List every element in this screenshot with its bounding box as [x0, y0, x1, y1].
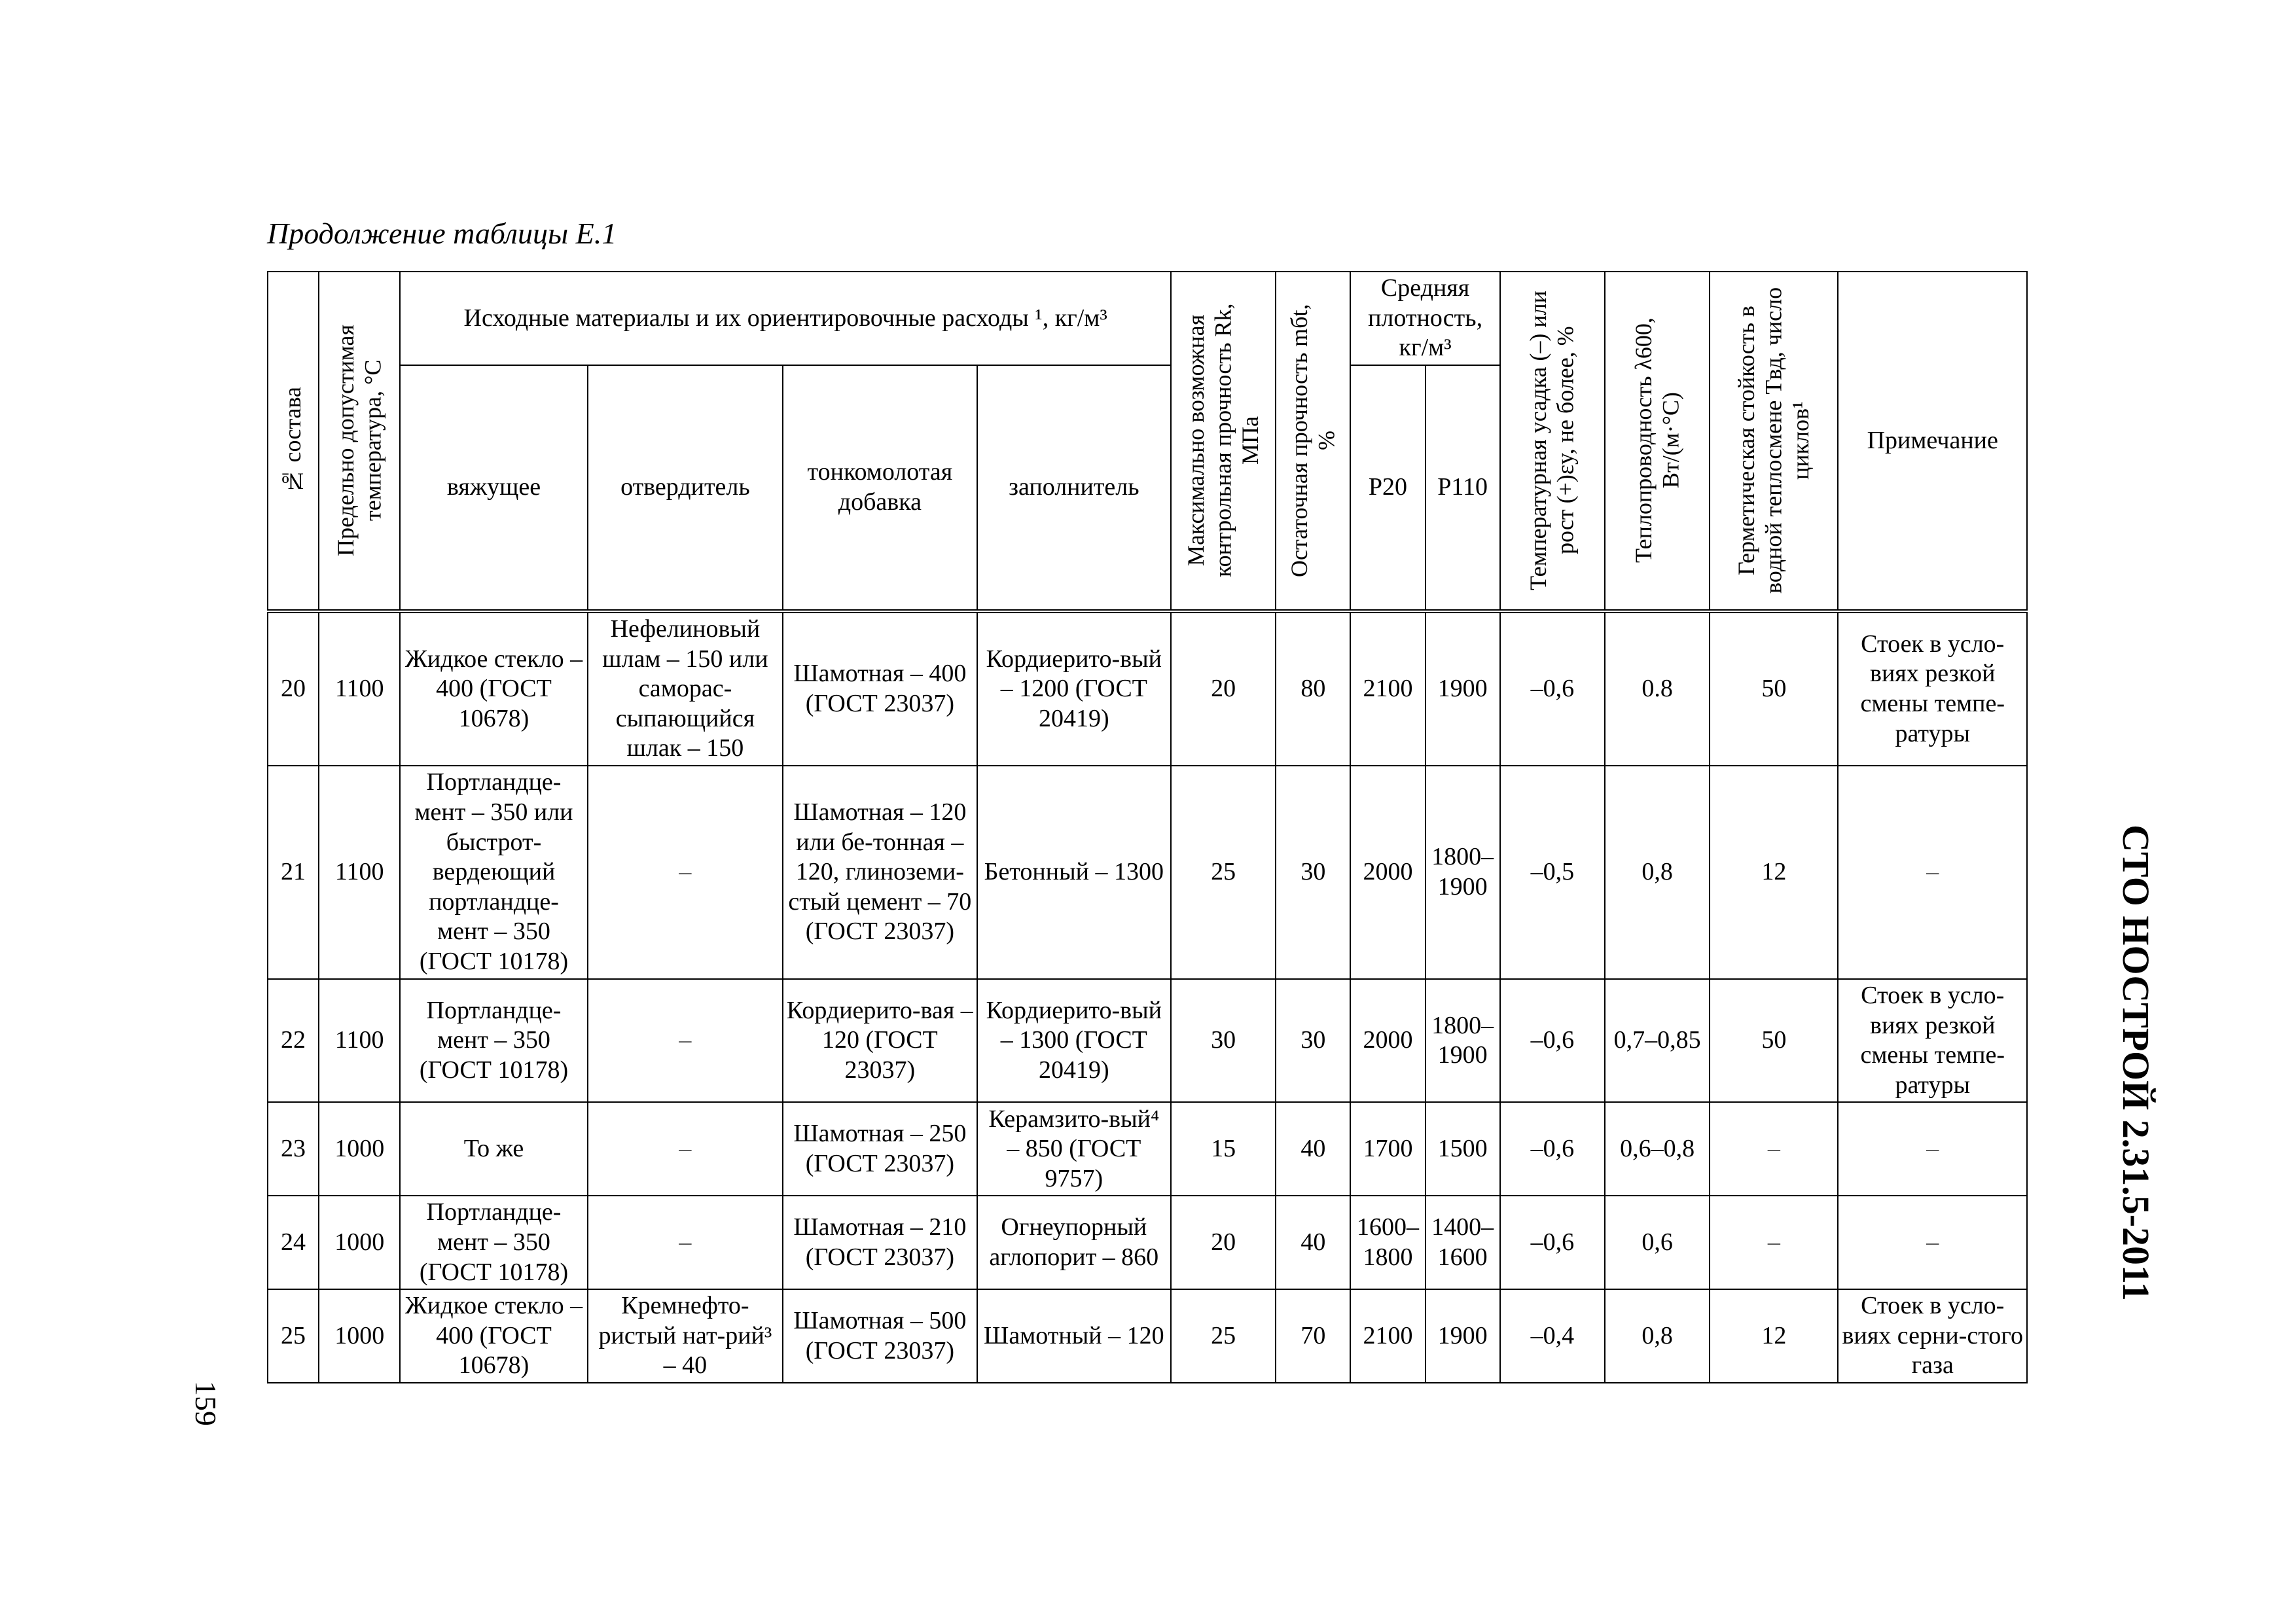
page-number: 159	[189, 1381, 223, 1426]
cell-note: –	[1838, 1102, 2027, 1196]
cell-temp: 1100	[319, 611, 400, 766]
cell-additive: Кордиерито-вая – 120 (ГОСТ 23037)	[783, 979, 977, 1102]
cell-note: –	[1838, 766, 2027, 979]
header-hermetic: Герметическая стойкость в водной теплосмене Tвд, число циклов¹	[1710, 272, 1838, 611]
cell-no: 20	[268, 611, 319, 766]
header-hardener: отвердитель	[588, 365, 783, 611]
cell-filler: Бетонный – 1300	[977, 766, 1171, 979]
cell-binder: Портландце-мент – 350 (ГОСТ 10178)	[400, 979, 587, 1102]
cell-hermetic: 12	[1710, 766, 1838, 979]
cell-residual: 30	[1276, 979, 1350, 1102]
cell-no: 24	[268, 1196, 319, 1289]
cell-temp: 1000	[319, 1196, 400, 1289]
cell-shrink: –0,6	[1500, 611, 1605, 766]
cell-additive: Шамотная – 400 (ГОСТ 23037)	[783, 611, 977, 766]
header-strength: Максимально возможная контрольная прочность Rk, МПа	[1171, 272, 1276, 611]
cell-filler: Шамотный – 120	[977, 1289, 1171, 1383]
cell-residual: 70	[1276, 1289, 1350, 1383]
header-shrink: Температурная усадка (–) или рост (+)εy, не более, %	[1500, 272, 1605, 611]
cell-p110: 1400–1600	[1426, 1196, 1500, 1289]
cell-strength: 25	[1171, 1289, 1276, 1383]
cell-note: Стоек в усло-виях резкой смены темпе-ратуры	[1838, 979, 2027, 1102]
header-no: № состава	[268, 272, 319, 611]
cell-shrink: –0,6	[1500, 979, 1605, 1102]
cell-hardener: –	[588, 1102, 783, 1196]
cell-shrink: –0,5	[1500, 766, 1605, 979]
cell-additive: Шамотная – 120 или бе-тонная – 120, глиноземи-стый цемент – 70 (ГОСТ 23037)	[783, 766, 977, 979]
cell-conduct: 0,6–0,8	[1605, 1102, 1710, 1196]
table-row	[268, 766, 2027, 979]
header-density: Средняя плотность, кг/м³	[1350, 272, 1499, 365]
cell-filler: Кордиерито-вый – 1300 (ГОСТ 20419)	[977, 979, 1171, 1102]
cell-strength: 25	[1171, 766, 1276, 979]
cell-conduct: 0,6	[1605, 1196, 1710, 1289]
cell-p110: 1800–1900	[1426, 979, 1500, 1102]
cell-binder: Жидкое стекло – 400 (ГОСТ 10678)	[400, 1289, 587, 1383]
cell-note: Стоек в усло-виях серни-стого газа	[1838, 1289, 2027, 1383]
table-row	[268, 611, 2027, 766]
cell-binder: Портландце-мент – 350 или быстрот-вердеющий портландце-мент – 350 (ГОСТ 10178)	[400, 766, 587, 979]
cell-p20: 2000	[1350, 979, 1425, 1102]
cell-filler: Огнеупорный аглопорит – 860	[977, 1196, 1171, 1289]
cell-p110: 1900	[1426, 611, 1500, 766]
cell-hardener: –	[588, 1196, 783, 1289]
cell-hermetic: –	[1710, 1102, 1838, 1196]
cell-strength: 20	[1171, 611, 1276, 766]
header-binder: вяжущее	[400, 365, 587, 611]
cell-conduct: 0,8	[1605, 766, 1710, 979]
header-residual: Остаточная прочность mбt, %	[1276, 272, 1350, 611]
cell-conduct: 0.8	[1605, 611, 1710, 766]
cell-p20: 2100	[1350, 611, 1425, 766]
cell-hardener: –	[588, 766, 783, 979]
cell-additive: Шамотная – 210 (ГОСТ 23037)	[783, 1196, 977, 1289]
cell-strength: 15	[1171, 1102, 1276, 1196]
materials-table	[267, 271, 2028, 1383]
cell-filler: Керамзито-вый⁴ – 850 (ГОСТ 9757)	[977, 1102, 1171, 1196]
cell-hermetic: 50	[1710, 611, 1838, 766]
cell-residual: 80	[1276, 611, 1350, 766]
cell-temp: 1000	[319, 1289, 400, 1383]
cell-residual: 30	[1276, 766, 1350, 979]
cell-hermetic: 50	[1710, 979, 1838, 1102]
cell-binder: То же	[400, 1102, 587, 1196]
header-materials: Исходные материалы и их ориентировочные расходы ¹, кг/м³	[400, 272, 1171, 365]
cell-temp: 1100	[319, 766, 400, 979]
cell-hermetic: –	[1710, 1196, 1838, 1289]
cell-no: 21	[268, 766, 319, 979]
header-note: Примечание	[1838, 272, 2027, 611]
cell-hardener: Нефелиновый шлам – 150 или саморас-сыпающийся шлак – 150	[588, 611, 783, 766]
cell-note: Стоек в усло-виях резкой смены темпе-ратуры	[1838, 611, 2027, 766]
cell-temp: 1100	[319, 979, 400, 1102]
cell-conduct: 0,8	[1605, 1289, 1710, 1383]
cell-binder: Жидкое стекло – 400 (ГОСТ 10678)	[400, 611, 587, 766]
cell-no: 23	[268, 1102, 319, 1196]
cell-p20: 2000	[1350, 766, 1425, 979]
table-caption: Продолжение таблицы Е.1	[267, 217, 617, 250]
cell-residual: 40	[1276, 1102, 1350, 1196]
cell-note: –	[1838, 1196, 2027, 1289]
header-p20: Р20	[1350, 365, 1425, 611]
cell-hardener: –	[588, 979, 783, 1102]
cell-p20: 1600–1800	[1350, 1196, 1425, 1289]
cell-shrink: –0,6	[1500, 1102, 1605, 1196]
cell-strength: 20	[1171, 1196, 1276, 1289]
header-p110: Р110	[1426, 365, 1500, 611]
table-row	[268, 1289, 2027, 1383]
cell-filler: Кордиерито-вый – 1200 (ГОСТ 20419)	[977, 611, 1171, 766]
cell-temp: 1000	[319, 1102, 400, 1196]
cell-additive: Шамотная – 250 (ГОСТ 23037)	[783, 1102, 977, 1196]
cell-p110: 1800–1900	[1426, 766, 1500, 979]
cell-shrink: –0,6	[1500, 1196, 1605, 1289]
cell-no: 22	[268, 979, 319, 1102]
cell-p20: 2100	[1350, 1289, 1425, 1383]
cell-hermetic: 12	[1710, 1289, 1838, 1383]
header-additive: тонкомолотая добавка	[783, 365, 977, 611]
header-filler: заполнитель	[977, 365, 1171, 611]
cell-binder: Портландце-мент – 350 (ГОСТ 10178)	[400, 1196, 587, 1289]
header-conduct: Теплопроводность λ600, Вт/(м·°С)	[1605, 272, 1710, 611]
table-row	[268, 1102, 2027, 1196]
cell-residual: 40	[1276, 1196, 1350, 1289]
header-temp: Предельно допустимая температура, °С	[319, 272, 400, 611]
cell-strength: 30	[1171, 979, 1276, 1102]
cell-p110: 1500	[1426, 1102, 1500, 1196]
document-code: СТО НОСТРОЙ 2.31.5-2011	[2115, 825, 2157, 1301]
cell-shrink: –0,4	[1500, 1289, 1605, 1383]
table-row	[268, 979, 2027, 1102]
cell-hardener: Кремнефто-ристый нат-рий³ – 40	[588, 1289, 783, 1383]
cell-conduct: 0,7–0,85	[1605, 979, 1710, 1102]
table-row	[268, 1196, 2027, 1289]
cell-no: 25	[268, 1289, 319, 1383]
cell-additive: Шамотная – 500 (ГОСТ 23037)	[783, 1289, 977, 1383]
cell-p110: 1900	[1426, 1289, 1500, 1383]
cell-p20: 1700	[1350, 1102, 1425, 1196]
